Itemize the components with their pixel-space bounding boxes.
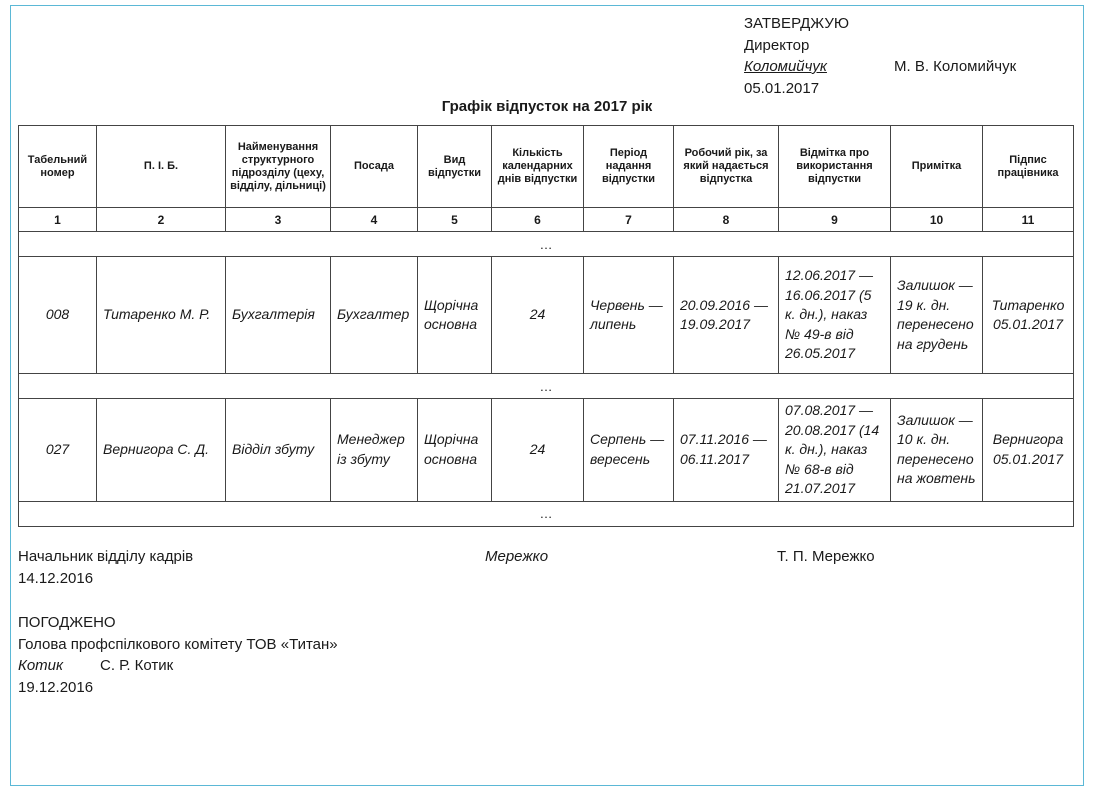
- table-row: [19, 257, 1074, 374]
- approval-heading: ЗАТВЕРДЖУЮ: [744, 15, 850, 32]
- ellipsis: …: [19, 374, 1074, 399]
- days-cell: 24: [492, 257, 584, 374]
- department-cell: Відділ збуту: [226, 399, 331, 502]
- ellipsis-row: [19, 501, 1074, 526]
- tab-number-cell: 008: [19, 257, 97, 374]
- header-cell: Відмітка про використання відпустки: [779, 126, 891, 208]
- agreed-block: [18, 612, 338, 698]
- period-cell: Серпень — вересень: [584, 399, 674, 502]
- header-cell: Вид відпустки: [418, 126, 492, 208]
- hr-date: 14.12.2016: [18, 570, 94, 587]
- column-number: 11: [983, 208, 1074, 232]
- agreed-name: С. Р. Котик: [100, 657, 174, 674]
- approval-signature-row: [744, 56, 1016, 78]
- work-year-cell: 20.09.2016 — 19.09.2017: [674, 257, 779, 374]
- period-cell: Червень — липень: [584, 257, 674, 374]
- column-number: 2: [97, 208, 226, 232]
- agreed-position: Голова профспілкового комітету ТОВ «Титан»: [18, 635, 338, 653]
- note-cell: Залишок — 10 к. дн. перенесено на жовтень: [891, 399, 983, 502]
- header-cell: П. І. Б.: [97, 126, 226, 208]
- header-cell: Примітка: [891, 126, 983, 208]
- approval-date: 05.01.2017: [744, 79, 820, 97]
- leave-type-cell: Щорічна основна: [418, 257, 492, 374]
- table-row: [19, 399, 1074, 502]
- header-cell: Період надання відпустки: [584, 126, 674, 208]
- ellipsis-row: [19, 232, 1074, 257]
- column-number: 8: [674, 208, 779, 232]
- hr-position: Начальник відділу кадрів: [18, 548, 194, 565]
- department-cell: Бухгалтерія: [226, 257, 331, 374]
- vacation-schedule-table: [18, 125, 1074, 527]
- column-number: 6: [492, 208, 584, 232]
- column-number: 3: [226, 208, 331, 232]
- approval-name: М. В. Коломийчук: [894, 58, 1017, 75]
- header-cell: Підпис працівника: [983, 126, 1074, 208]
- agreed-signature-row: [18, 655, 338, 677]
- hr-name: Т. П. Мережко: [777, 548, 875, 565]
- usage-mark-cell: 07.08.2017 — 20.08.2017 (14 к. дн.), наказ № 68-в від 21.07.2017: [779, 399, 891, 502]
- ellipsis-row: [19, 374, 1074, 399]
- ellipsis: …: [19, 232, 1074, 257]
- usage-mark-cell: 12.06.2017 — 16.06.2017 (5 к. дн.), наказ № 49-в від 26.05.2017: [779, 257, 891, 374]
- agreed-signature: Котик: [18, 657, 64, 674]
- note-cell: Залишок — 19 к. дн. перенесено на грудень: [891, 257, 983, 374]
- column-number: 1: [19, 208, 97, 232]
- employee-signature-cell: Титаренко 05.01.2017: [983, 257, 1074, 374]
- header-cell: Посада: [331, 126, 418, 208]
- agreed-heading: ПОГОДЖЕНО: [18, 614, 116, 631]
- name-cell: Титаренко М. Р.: [97, 257, 226, 374]
- header-cell: Робочий рік, за який надається відпустка: [674, 126, 779, 208]
- column-number: 4: [331, 208, 418, 232]
- ellipsis: …: [19, 501, 1074, 526]
- approval-block: [744, 13, 1016, 99]
- header-cell: Табельний номер: [19, 126, 97, 208]
- column-number: 9: [779, 208, 891, 232]
- tab-number-cell: 027: [19, 399, 97, 502]
- hr-signature: Мережко: [485, 548, 549, 565]
- employee-signature-cell: Вернигора 05.01.2017: [983, 399, 1074, 502]
- days-cell: 24: [492, 399, 584, 502]
- header-row: [19, 126, 1074, 208]
- header-cell: Найменування структурного підрозділу (цеху, відділу, дільниці): [226, 126, 331, 208]
- name-cell: Вернигора С. Д.: [97, 399, 226, 502]
- position-cell: Менеджер із збуту: [331, 399, 418, 502]
- approval-position: Директор: [744, 36, 810, 54]
- column-number-row: [19, 208, 1074, 232]
- approval-signature: Коломийчук: [744, 58, 827, 75]
- document-title: Графік відпусток на 2017 рік: [441, 98, 653, 115]
- work-year-cell: 07.11.2016 — 06.11.2017: [674, 399, 779, 502]
- leave-type-cell: Щорічна основна: [418, 399, 492, 502]
- column-number: 7: [584, 208, 674, 232]
- column-number: 10: [891, 208, 983, 232]
- position-cell: Бухгалтер: [331, 257, 418, 374]
- column-number: 5: [418, 208, 492, 232]
- agreed-date: 19.12.2016: [18, 678, 94, 696]
- header-cell: Кількість календарних днів відпустки: [492, 126, 584, 208]
